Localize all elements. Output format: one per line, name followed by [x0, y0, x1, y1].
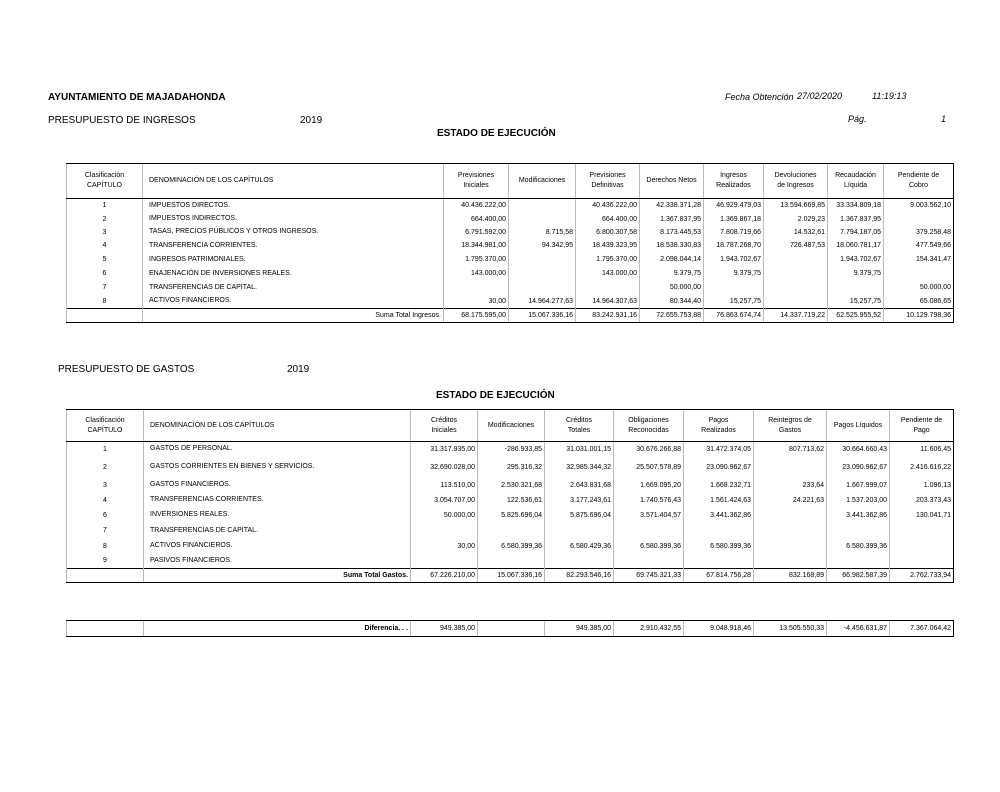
row-denominacion: GASTOS CORRIENTES EN BIENES Y SERVICIOS.	[144, 457, 411, 478]
row-value	[828, 281, 884, 295]
row-value: 2.416.616,22	[890, 457, 954, 478]
row-value: 33.334.809,18	[828, 199, 884, 213]
header-col-line: Gastos	[778, 426, 802, 434]
total-value: 67.226.210,00	[411, 569, 478, 583]
row-value: 1.537.203,00	[827, 493, 890, 508]
row-value	[509, 253, 576, 267]
row-value: 24.221,63	[754, 493, 827, 508]
row-value: 40.436.222,00	[444, 199, 509, 213]
header-col-line: Iniciales	[463, 182, 489, 189]
table-row	[67, 295, 954, 309]
total-blank	[67, 569, 144, 583]
total-row	[67, 569, 954, 583]
row-value	[545, 523, 614, 539]
row-value: 1.367.837,95	[640, 213, 704, 226]
row-value: 7.808.719,66	[704, 226, 764, 239]
table-row	[67, 442, 954, 457]
gastos-title: PRESUPUESTO DE GASTOS	[58, 364, 195, 375]
row-value: 50.000,00	[884, 281, 954, 295]
row-capitulo: 2	[67, 213, 143, 226]
header-col-line: Reintegros de	[768, 416, 812, 424]
row-value: 143.000,00	[576, 267, 640, 281]
header-clasificacion	[67, 410, 144, 442]
header-col-line: Derechos Netos	[646, 177, 697, 184]
header-denominacion: DENOMINACIÓN DE LOS CAPÍTULOS	[144, 410, 411, 442]
header-clasificacion-line: CAPÍTULO	[86, 182, 122, 189]
row-value: 664.400,00	[576, 213, 640, 226]
row-value: 477.549,66	[884, 239, 954, 253]
row-denominacion: GASTOS FINANCIEROS.	[144, 478, 411, 493]
total-value: 832.168,89	[754, 569, 827, 583]
total-value: 2.762.733,94	[890, 569, 954, 583]
table-row	[67, 267, 954, 281]
table-row	[67, 199, 954, 213]
ingresos-section-title: ESTADO DE EJECUCIÓN	[437, 128, 556, 139]
row-value: 1.669.095,20	[614, 478, 684, 493]
row-value	[478, 523, 545, 539]
header-col-line: Iniciales	[431, 426, 457, 434]
row-denominacion: ENAJENACIÓN DE INVERSIONES REALES.	[143, 267, 444, 281]
row-value: 65.086,65	[884, 295, 954, 309]
diferencia-value: 949.385,00	[545, 621, 614, 637]
total-value: 67.814.756,28	[684, 569, 754, 583]
row-denominacion: IMPUESTOS DIRECTOS.	[143, 199, 444, 213]
table-row	[67, 493, 954, 508]
row-value: 2.098.044,14	[640, 253, 704, 267]
diferencia-value: 7.367.064,42	[890, 621, 954, 637]
header-col	[827, 410, 890, 442]
row-value: 23.090.962,67	[684, 457, 754, 478]
row-capitulo: 5	[67, 253, 143, 267]
ingresos-year: 2019	[300, 115, 323, 126]
row-value: 9.379,75	[828, 267, 884, 281]
header-col-line: de Ingresos	[777, 182, 814, 189]
total-blank	[67, 309, 143, 323]
header-col-line: Pendiente de	[897, 172, 940, 179]
header-col-line: Totales	[567, 426, 591, 434]
header-col	[640, 164, 704, 199]
header-col	[545, 410, 614, 442]
row-value: 14.964.277,63	[509, 295, 576, 309]
header-col	[478, 410, 545, 442]
row-value: 3.441.362,86	[827, 508, 890, 523]
row-value: 1.795.370,00	[444, 253, 509, 267]
total-value: 15.067.336,16	[509, 309, 576, 323]
header-col	[444, 164, 509, 199]
row-value: 2.530.321,68	[478, 478, 545, 493]
table-row	[67, 213, 954, 226]
row-value	[614, 554, 684, 569]
row-denominacion: TRANSFERENCIAS DE CAPITAL.	[144, 523, 411, 539]
total-value: 83.242.931,16	[576, 309, 640, 323]
row-denominacion: PASIVOS FINANCIEROS.	[144, 554, 411, 569]
diferencia-value: -4.456.631,87	[827, 621, 890, 637]
row-value	[764, 267, 828, 281]
row-value	[411, 523, 478, 539]
row-value: -286.933,85	[478, 442, 545, 457]
header-col-line: Líquida	[844, 182, 867, 189]
row-value: 94.342,95	[509, 239, 576, 253]
diferencia-label: Diferencia. . .	[144, 621, 411, 637]
diferencia-row	[67, 621, 954, 637]
row-value: 31.472.374,05	[684, 442, 754, 457]
row-denominacion: INGRESOS PATRIMONIALES.	[143, 253, 444, 267]
diferencia-value	[478, 621, 545, 637]
row-value: 32.985.344,32	[545, 457, 614, 478]
row-value	[827, 523, 890, 539]
row-value	[890, 523, 954, 539]
table-row	[67, 457, 954, 478]
row-value: 30,00	[444, 295, 509, 309]
row-value: 31.031.001,15	[545, 442, 614, 457]
row-value: 46.929.479,03	[704, 199, 764, 213]
header-row	[67, 410, 954, 442]
ingresos-table	[66, 163, 954, 323]
header-col-line: Devoluciones	[774, 172, 817, 179]
row-value: 2.643.831,68	[545, 478, 614, 493]
header-col	[614, 410, 684, 442]
row-value: 9.003.562,10	[884, 199, 954, 213]
header-clasificacion-line: Clasificación	[85, 416, 125, 424]
row-denominacion: TRANSFERENCIAS DE CAPITAL.	[143, 281, 444, 295]
row-value	[509, 267, 576, 281]
row-denominacion: ACTIVOS FINANCIEROS.	[143, 295, 444, 309]
total-label: Suma Total Gastos.	[144, 569, 411, 583]
header-col-line: Definitivas	[591, 182, 624, 189]
table-row	[67, 478, 954, 493]
header-col-line: Pendiente de	[900, 416, 943, 424]
row-value: 664.400,00	[444, 213, 509, 226]
header-col-line: Recaudación	[835, 172, 876, 179]
row-value: 18.344.981,00	[444, 239, 509, 253]
row-value	[411, 554, 478, 569]
row-value: 113.510,00	[411, 478, 478, 493]
row-value: 6.580.399,36	[614, 539, 684, 554]
row-capitulo: 9	[67, 554, 144, 569]
diferencia-value: 13.505.550,33	[754, 621, 827, 637]
row-value: 30.664.660,43	[827, 442, 890, 457]
header-col-line: Previsiones	[589, 172, 626, 179]
organization-name: AYUNTAMIENTO DE MAJADAHONDA	[48, 92, 226, 103]
row-value: 295.316,32	[478, 457, 545, 478]
header-denominacion: DENOMINACIÓN DE LOS CAPÍTULOS	[143, 164, 444, 199]
row-denominacion: INVERSIONES REALES.	[144, 508, 411, 523]
row-denominacion: TRANSFERENCIAS CORRIENTES.	[144, 493, 411, 508]
row-capitulo: 8	[67, 295, 143, 309]
diferencia-value: 9.048.918,46	[684, 621, 754, 637]
row-value	[890, 539, 954, 554]
row-value: 1.367.837,95	[828, 213, 884, 226]
row-value: 6.580.399,36	[684, 539, 754, 554]
row-value: 6.800.307,58	[576, 226, 640, 239]
row-value: 9.379,75	[704, 267, 764, 281]
row-value: 14.532,61	[764, 226, 828, 239]
row-value: 6.791.592,00	[444, 226, 509, 239]
total-value: 15.067.336,16	[478, 569, 545, 583]
row-denominacion: TASAS, PRECIOS PÚBLICOS Y OTROS INGRESOS.	[143, 226, 444, 239]
row-capitulo: 1	[67, 442, 144, 457]
row-capitulo: 3	[67, 226, 143, 239]
row-value: 23.090.962,67	[827, 457, 890, 478]
header-col-line: Créditos	[565, 416, 593, 424]
row-value	[684, 523, 754, 539]
table-row	[67, 508, 954, 523]
row-value: 807.713,62	[754, 442, 827, 457]
row-value: 1.369.867,18	[704, 213, 764, 226]
row-value: 6.580.399,36	[827, 539, 890, 554]
header-col	[704, 164, 764, 199]
row-value	[754, 457, 827, 478]
total-value: 10.129.798,36	[884, 309, 954, 323]
row-value	[614, 523, 684, 539]
row-value: 15.257,75	[704, 295, 764, 309]
row-capitulo: 7	[67, 523, 144, 539]
header-col-line: Modificaciones	[487, 421, 535, 429]
row-value	[827, 554, 890, 569]
row-value: 6.580.429,36	[545, 539, 614, 554]
row-value: 18.439.323,95	[576, 239, 640, 253]
header-col	[509, 164, 576, 199]
total-value: 82.293.546,16	[545, 569, 614, 583]
row-value	[754, 508, 827, 523]
header-col-line: Pago	[913, 426, 930, 434]
row-value: 1.096,13	[890, 478, 954, 493]
row-value: 1.561.424,63	[684, 493, 754, 508]
row-value: 379.258,48	[884, 226, 954, 239]
page-number: 1	[941, 114, 947, 124]
row-value: 203.373,43	[890, 493, 954, 508]
total-value: 62.525.955,52	[828, 309, 884, 323]
row-value: 7.794.187,05	[828, 226, 884, 239]
header-clasificacion-line: CAPÍTULO	[87, 426, 123, 434]
row-value: 2.029,23	[764, 213, 828, 226]
row-value: 32.690.028,00	[411, 457, 478, 478]
row-value: 50.000,00	[411, 508, 478, 523]
table-row	[67, 281, 954, 295]
fecha-obtencion-label: Fecha Obtención	[725, 92, 794, 102]
row-value	[704, 281, 764, 295]
row-value: 3.571.404,57	[614, 508, 684, 523]
ingresos-title: PRESUPUESTO DE INGRESOS	[48, 115, 196, 126]
header-clasificacion	[67, 164, 143, 199]
table-row	[67, 239, 954, 253]
header-col-line: Cobro	[908, 182, 929, 189]
row-value: 8.715,58	[509, 226, 576, 239]
row-value: 15.257,75	[828, 295, 884, 309]
row-value: 30,00	[411, 539, 478, 554]
row-value	[444, 281, 509, 295]
row-value: 14.964.307,63	[576, 295, 640, 309]
gastos-table	[66, 409, 954, 583]
header-col-line: Previsiones	[457, 172, 495, 179]
table-row	[67, 523, 954, 539]
row-value	[509, 281, 576, 295]
row-denominacion: ACTIVOS FINANCIEROS.	[144, 539, 411, 554]
gastos-section-title: ESTADO DE EJECUCIÓN	[436, 390, 555, 401]
row-value	[509, 199, 576, 213]
total-value: 69.745.321,33	[614, 569, 684, 583]
row-value: 1.740.576,43	[614, 493, 684, 508]
row-value: 18.787.268,70	[704, 239, 764, 253]
total-label: Suma Total Ingresos.	[143, 309, 444, 323]
diferencia-value: 2.910.432,55	[614, 621, 684, 637]
row-value: 5.825.696,04	[478, 508, 545, 523]
table-row	[67, 554, 954, 569]
header-col	[576, 164, 640, 199]
header-col	[890, 410, 954, 442]
table-row	[67, 539, 954, 554]
row-value: 1.943.702,67	[828, 253, 884, 267]
row-value: 30.676.266,88	[614, 442, 684, 457]
header-clasificacion-line: Clasificación	[84, 172, 125, 179]
header-col-line: Reconocidas	[628, 426, 669, 434]
row-denominacion: TRANSFERENCIA CORRIENTES.	[143, 239, 444, 253]
header-col	[411, 410, 478, 442]
table-row	[67, 226, 954, 239]
row-value: 1.668.232,71	[684, 478, 754, 493]
header-col-line: Modificaciones	[518, 177, 566, 184]
table-row	[67, 253, 954, 267]
row-capitulo: 8	[67, 539, 144, 554]
row-value: 5.875.696,04	[545, 508, 614, 523]
row-capitulo: 4	[67, 493, 144, 508]
header-col-line: Pagos Líquidos	[833, 421, 883, 429]
header-col	[828, 164, 884, 199]
row-value: 233,64	[754, 478, 827, 493]
row-value: 80.344,40	[640, 295, 704, 309]
row-value	[509, 213, 576, 226]
row-value	[764, 281, 828, 295]
row-value: 31.317.935,00	[411, 442, 478, 457]
header-col-line: Obligaciones	[628, 416, 669, 424]
total-value: 76.863.674,74	[704, 309, 764, 323]
row-capitulo: 2	[67, 457, 144, 478]
row-value: 122.536,61	[478, 493, 545, 508]
row-value: 42.338.371,28	[640, 199, 704, 213]
header-col-line: Realizados	[701, 426, 736, 434]
row-value: 18.538.330,83	[640, 239, 704, 253]
header-col	[684, 410, 754, 442]
row-value	[890, 554, 954, 569]
header-col-line: Ingresos	[720, 172, 747, 179]
hora-obtencion-value: 11:19:13	[872, 91, 907, 101]
total-value: 14.337.719,22	[764, 309, 828, 323]
diferencia-blank	[67, 621, 144, 637]
row-value	[754, 554, 827, 569]
row-value	[764, 295, 828, 309]
header-col	[754, 410, 827, 442]
row-value	[754, 523, 827, 539]
header-col-line: Pagos	[708, 416, 729, 424]
row-value	[576, 281, 640, 295]
row-value: 1.795.370,00	[576, 253, 640, 267]
row-denominacion: GASTOS DE PERSONAL.	[144, 442, 411, 457]
row-value: 3.177.243,61	[545, 493, 614, 508]
fecha-obtencion-value: 27/02/2020	[797, 91, 843, 101]
row-value	[545, 554, 614, 569]
row-value: 40.436.222,00	[576, 199, 640, 213]
header-col	[884, 164, 954, 199]
page-label: Pág.	[848, 114, 867, 124]
row-value: 1.667.999,07	[827, 478, 890, 493]
total-row	[67, 309, 954, 323]
row-value: 726.487,53	[764, 239, 828, 253]
row-value	[684, 554, 754, 569]
total-value: 68.175.595,00	[444, 309, 509, 323]
row-capitulo: 1	[67, 199, 143, 213]
row-value: 25.507.578,89	[614, 457, 684, 478]
row-value: 18.060.781,17	[828, 239, 884, 253]
row-capitulo: 3	[67, 478, 144, 493]
row-value: 3.441.362,86	[684, 508, 754, 523]
total-value: 66.982.587,39	[827, 569, 890, 583]
row-value	[478, 554, 545, 569]
row-value: 130.041,71	[890, 508, 954, 523]
row-value	[764, 253, 828, 267]
row-value	[884, 213, 954, 226]
header-col	[764, 164, 828, 199]
row-capitulo: 4	[67, 239, 143, 253]
diferencia-table	[66, 620, 954, 637]
row-value: 6.580.399,36	[478, 539, 545, 554]
row-value: 11.606,45	[890, 442, 954, 457]
row-value: 50.000,00	[640, 281, 704, 295]
row-value: 9.379,75	[640, 267, 704, 281]
row-capitulo: 6	[67, 508, 144, 523]
row-value: 3.054.707,00	[411, 493, 478, 508]
header-col-line: Créditos	[430, 416, 458, 424]
diferencia-value: 949.385,00	[411, 621, 478, 637]
row-value: 13.594.669,85	[764, 199, 828, 213]
row-value: 143.000,00	[444, 267, 509, 281]
gastos-year: 2019	[287, 364, 310, 375]
row-value	[884, 267, 954, 281]
row-value: 1.943.702,67	[704, 253, 764, 267]
row-value: 154.341,47	[884, 253, 954, 267]
row-denominacion: IMPUESTOS INDIRECTOS.	[143, 213, 444, 226]
header-col-line: Realizados	[716, 182, 751, 189]
total-value: 72.655.753,88	[640, 309, 704, 323]
row-capitulo: 7	[67, 281, 143, 295]
row-capitulo: 6	[67, 267, 143, 281]
row-value	[754, 539, 827, 554]
row-value: 8.173.445,53	[640, 226, 704, 239]
header-row	[67, 164, 954, 199]
